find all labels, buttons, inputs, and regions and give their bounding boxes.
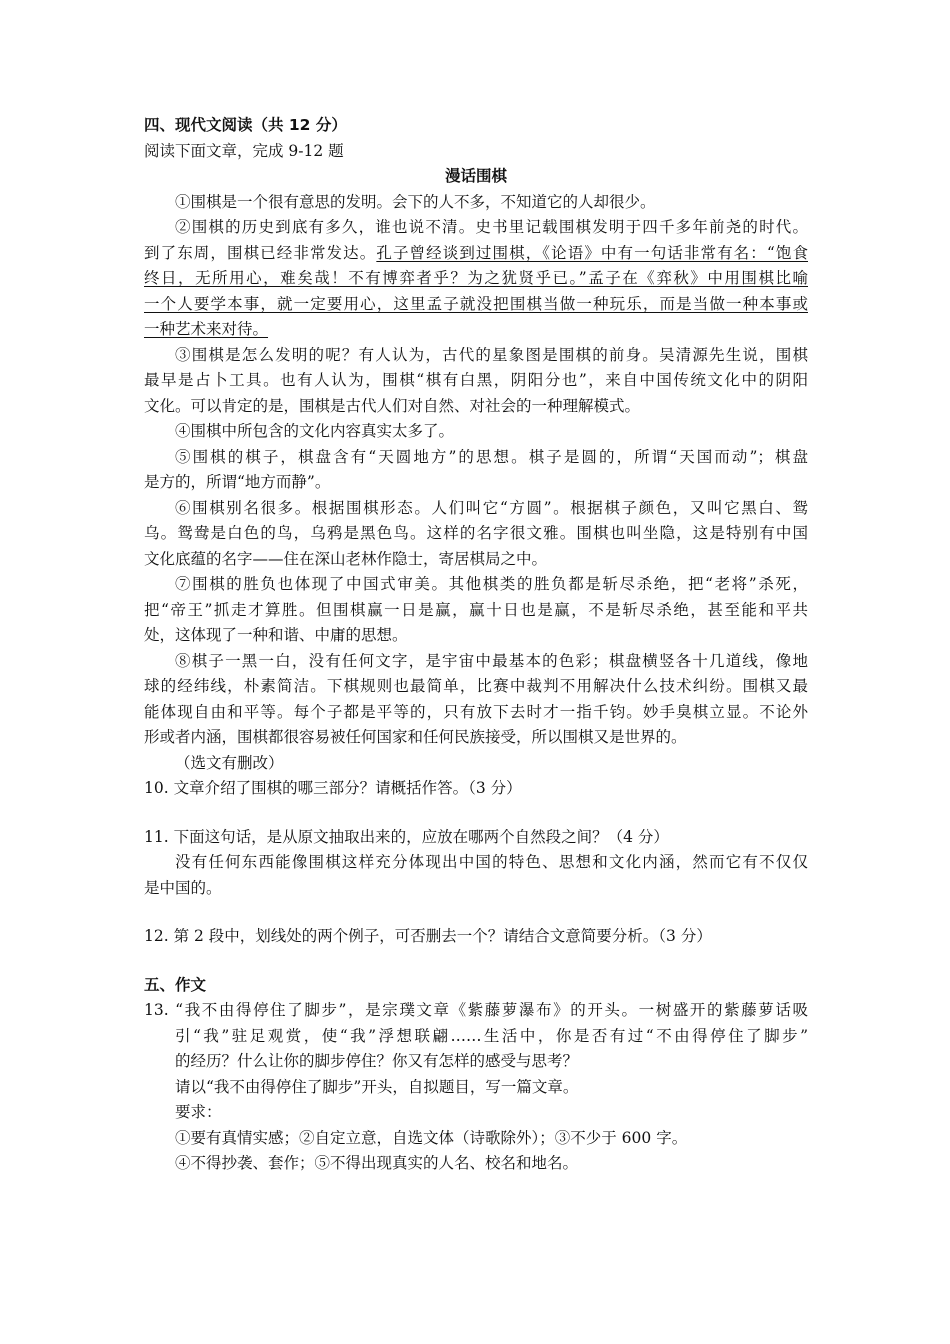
paragraph-8-line-2: 球的经纬线，朴素简洁。下棋规则也最简单，比赛中裁判不用解决什么技术纠纷。围棋又最 (144, 677, 808, 695)
paragraph-8-line-3: 能体现自由和平等。每个子都是平等的，只有放下去时才一指千钧。妙手臭棋立显。不论外 (144, 702, 808, 721)
paragraph-6-line-2: 乌。鸳鸯是白色的鸟，乌鸦是黑色鸟。这样的名字很文雅。围棋也叫坐隐，这是特别有中国 (144, 524, 808, 542)
paragraph-5-line-2: 是方的，所谓“地方而静”。 (144, 473, 331, 491)
answer-space-10 (144, 802, 808, 825)
paragraph-3-line-2: 最早是占卜工具。也有人认为，围棋“棋有白黑，阴阳分也”，来自中国传统文化中的阴阳 (144, 371, 808, 389)
paragraph-5-line-1: ⑤围棋的棋子，棋盘含有“天圆地方”的思想。棋子是圆的，所谓“天国而动”；棋盘 (175, 447, 808, 466)
answer-space-11 (144, 901, 808, 924)
answer-space-12 (144, 950, 808, 973)
paragraph-2-line-1: ②围棋的历史到底有多久，谁也说不清。史书里记载围棋发明于四千多年前尧的时代。 (175, 218, 808, 236)
question-11: 11. 下面这句话，是从原文抽取出来的，应放在哪两个自然段之间？（4 分） (144, 827, 669, 846)
question-12: 12. 第 2 段中，划线处的两个例子，可否删去一个？请结合文意简要分析。（3 分） (144, 927, 712, 945)
question-11-quote-line-1: 没有任何东西能像围棋这样充分体现出中国的特色、思想和文化内涵，然而它有不仅仅 (175, 853, 808, 871)
paragraph-2-line-2 (144, 241, 808, 267)
paragraph-3-line-3: 文化。可以肯定的是，围棋是古代人们对自然、对社会的一种理解模式。 (144, 396, 641, 415)
section4-instruction: 阅读下面文章，完成 9-12 题 (144, 141, 344, 160)
paragraph-2-line-4: 一个人要学本事，就一定要用心，这里孟子就没把围棋当做一种玩乐，而是当做一种本事或 (144, 294, 808, 313)
article-source-note: （选文有删改） (175, 753, 284, 772)
paragraph-7-line-2: 把“帝王”抓走才算胜。但围棋赢一日是赢，赢十日也是赢，不是斩尽杀绝，甚至能和平共 (144, 600, 808, 619)
paragraph-8-line-4: 形或者内涵，围棋都很容易被任何国家和任何民族接受，所以围棋又是世界的。 (144, 728, 687, 746)
paragraph-7-line-1: ⑦围棋的胜负也体现了中国式审美。其他棋类的胜负都是斩尽杀绝，把“老将”杀死， (175, 575, 808, 593)
question-13-line-1: 13. “我不由得停住了脚步”，是宗璞文章《紫藤萝瀑布》的开头。一树盛开的紫藤萝话吸 (144, 1001, 808, 1019)
paragraph-2-text: 到了东周，围棋已经非常发达。 (144, 243, 377, 262)
paragraph-7-line-3: 处，这体现了一种和谐、中庸的思想。 (144, 626, 408, 644)
section4-heading: 四、现代文阅读（共 12 分） (144, 116, 347, 134)
paragraph-3-line-1: ③围棋是怎么发明的呢？有人认为，古代的星象图是围棋的前身。吴清源先生说，围棋 (175, 345, 808, 364)
question-13-line-2: 引“我”驻足观赏，使“我”浮想联翩……生活中，你是否有过“不由得停住了脚步” (175, 1026, 808, 1045)
requirements-label: 要求： (175, 1103, 222, 1121)
question-11-quote-line-2: 是中国的。 (144, 878, 222, 897)
question-13-line-3: 的经历？什么让你的脚步停住？你又有怎样的感受与思考？ (175, 1052, 579, 1070)
requirement-1: ①要有真情实感；②自定立意，自选文体（诗歌除外）；③不少于 600 字。 (175, 1128, 688, 1147)
exam-page (144, 113, 808, 1177)
question-13-line-4: 请以“我不由得停住了脚步”开头，自拟题目，写一篇文章。 (175, 1077, 579, 1096)
paragraph-2-line-3: 终日，无所用心，难矣哉！不有博弈者乎？为之犹贤乎已。”孟子在《弈秋》中用围棋比喻 (144, 269, 808, 287)
paragraph-6-line-3: 文化底蕴的名字——住在深山老林作隐士，寄居棋局之中。 (144, 549, 548, 568)
paragraph-6-line-1: ⑥围棋别名很多。根据围棋形态。人们叫它“方圆”。根据棋子颜色，又叫它黑白、鸳 (175, 498, 808, 517)
underlined-example: 孔子曾经谈到过围棋，《论语》中有一句话非常有名：“饱食 (376, 243, 808, 262)
question-10: 10. 文章介绍了围棋的哪三部分？请概括作答。（3 分） (144, 779, 522, 797)
requirement-2: ④不得抄袭、套作；⑤不得出现真实的人名、校名和地名。 (175, 1154, 579, 1172)
article-title: 漫话围棋 (444, 167, 507, 185)
section5-heading: 五、作文 (144, 975, 207, 994)
paragraph-1: ①围棋是一个很有意思的发明。会下的人不多，不知道它的人却很少。 (175, 192, 656, 211)
paragraph-8-line-1: ⑧棋子一黑一白，没有任何文字，是宇宙中最基本的色彩；棋盘横竖各十几道线，像地 (175, 651, 808, 670)
paragraph-4: ④围棋中所包含的文化内容真实太多了。 (175, 422, 455, 440)
paragraph-2-line-5: 一种艺术来对待。 (144, 320, 269, 338)
